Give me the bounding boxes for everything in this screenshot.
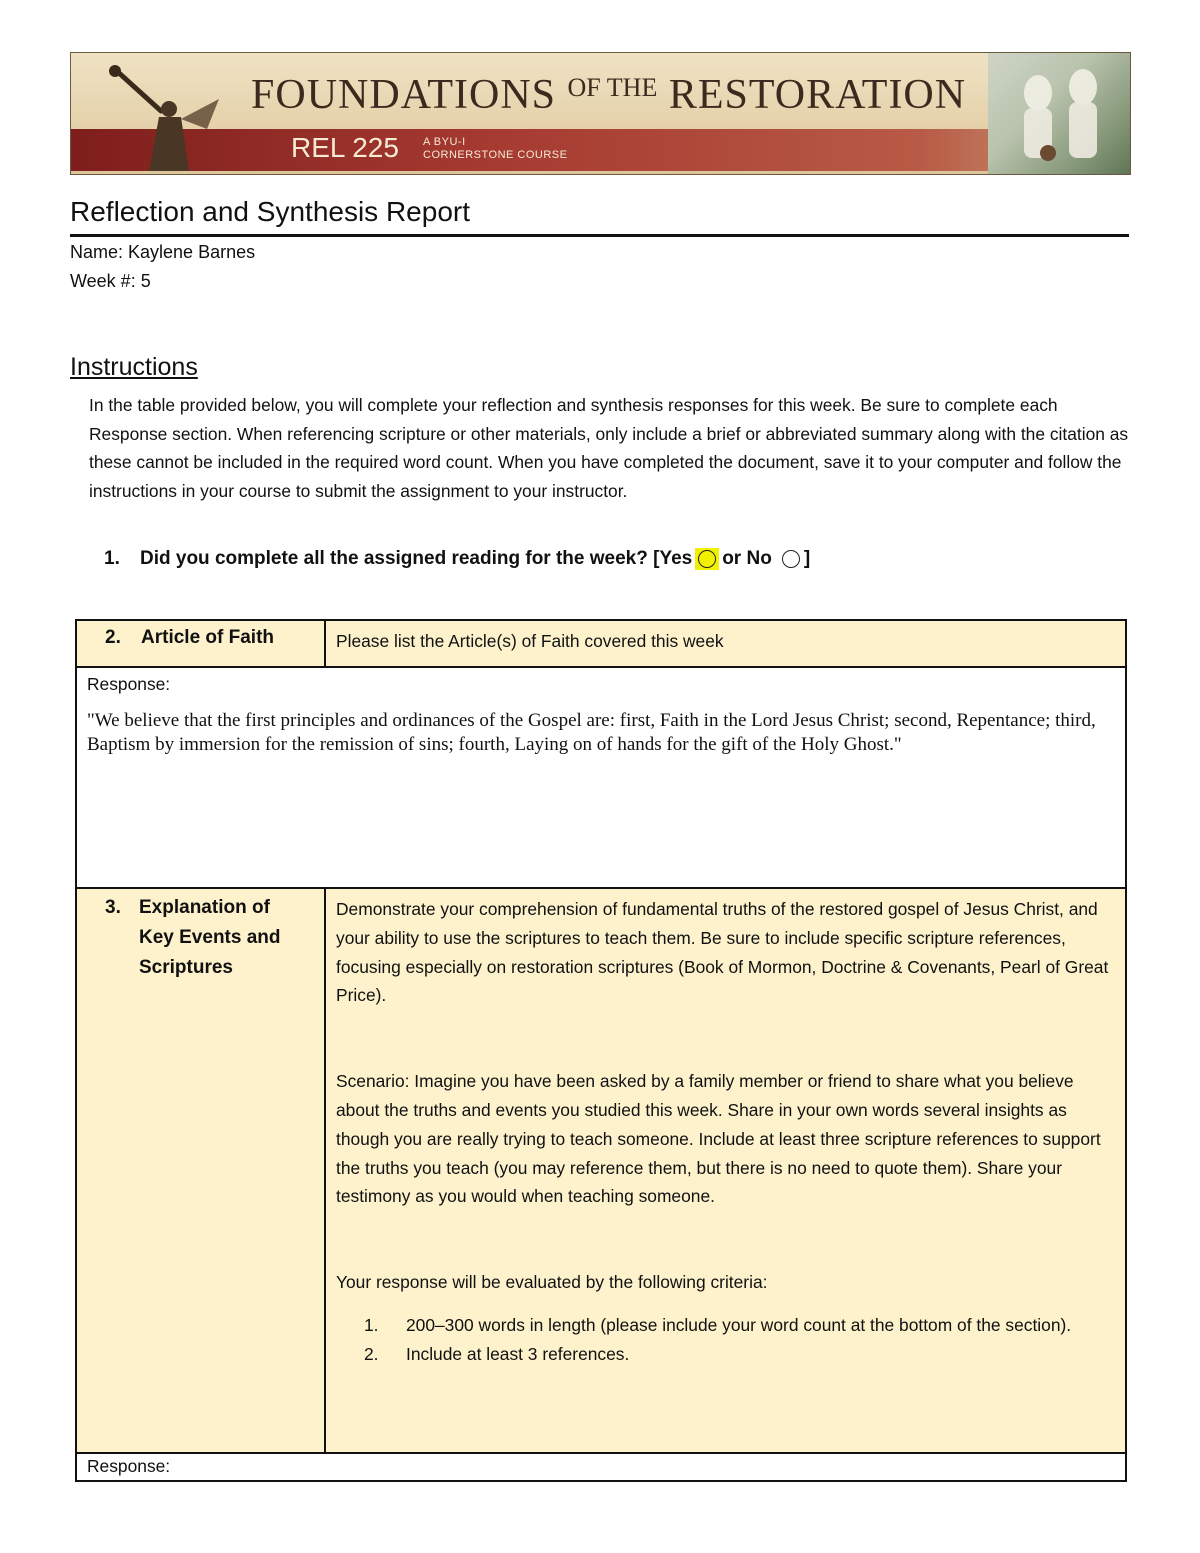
criteria-item [336, 1311, 1115, 1340]
banner-title [251, 71, 966, 119]
angel-moroni-icon [89, 59, 239, 171]
banner-right-illustration [988, 53, 1130, 174]
course-banner [70, 52, 1131, 175]
week-number: Week #: 5 [70, 271, 151, 291]
article-response-text: "We believe that the first principles and ordinances of the Gospel are: first, Faith in the Lord Jesus Christ; second, Repentance; third, Baptism by immersion for the remission of sins; fourth, Laying on of hands for the gift of the Holy Ghost." [87, 710, 1096, 755]
question-number: 1. [104, 548, 120, 569]
explanation-prompt-intro: Demonstrate your comprehension of fundamental truths of the restored gospel of Jesus Christ, and your ability to use the scriptures to teach them. Be sure to include specific scripture references, focusing especially on restoration scriptures (Book of Mormon, Doctrine & Covenants, Pearl of Great Price). [336, 899, 1109, 1006]
banner-title-restoration: RESTORATION [668, 72, 967, 118]
banner-course-code: REL 225 [291, 132, 399, 163]
explanation-scenario: Scenario: Imagine you have been asked by a family member or friend to share what you believe about the truths and events you studied this week. Share in your own words several insights as though you are really trying to teach someone. Include at least three scripture references to support the truths you teach (you may reference them, but there is no need to quote them). Share your testimony as you would when teaching someone. [336, 1071, 1101, 1207]
article-number: 2. [105, 627, 121, 648]
criteria-item-number: 1. [364, 1314, 379, 1335]
banner-course-subtitle [423, 136, 567, 162]
student-name: Name: Kaylene Barnes [70, 242, 256, 262]
criteria-item [336, 1340, 1115, 1369]
question-text: Did you complete all the assigned reading for the week? [Yes [140, 548, 693, 569]
heavenly-figures-icon [988, 53, 1130, 174]
explanation-response-cell[interactable] [76, 1453, 1126, 1481]
question-or-no: or No [722, 548, 772, 569]
criteria-item-number: 2. [364, 1343, 379, 1364]
criteria-item-text: Include at least 3 references. [406, 1343, 630, 1364]
banner-sub-line2: CORNERSTONE COURSE [423, 149, 568, 161]
explanation-header-cell [76, 888, 325, 1453]
reading-question [104, 548, 810, 570]
explanation-criteria-intro: Your response will be evaluated by the following criteria: [336, 1272, 768, 1293]
explanation-number: 3. [105, 897, 121, 918]
yes-highlight [695, 548, 719, 570]
banner-sub-line1: A BYU-I [423, 136, 466, 148]
explanation-label-line1: Explanation of [139, 897, 270, 918]
article-label: Article of Faith [141, 627, 275, 648]
no-radio[interactable] [782, 550, 800, 568]
article-prompt: Please list the Article(s) of Faith covered this week [325, 620, 1126, 667]
report-table [75, 619, 1127, 1482]
banner-title-foundations: FOUNDATIONS [251, 72, 557, 118]
article-header-cell [76, 620, 325, 667]
explanation-label-line2: Key Events and [139, 927, 281, 948]
title-divider [70, 234, 1129, 237]
instructions-text: In the table provided below, you will complete your reflection and synthesis responses for this week. Be sure to complete each Response section. When referencing scripture or other materials, only include a brief or abbreviated summary along with the citation as these cannot be included in the required word count. When you have completed the document, save it to your computer and follow the instructions in your course to submit the assignment to your instructor. [89, 395, 1129, 501]
instructions-heading: Instructions [70, 353, 198, 381]
document-title: Reflection and Synthesis Report [70, 196, 470, 227]
criteria-list [336, 1311, 1115, 1369]
banner-title-of-the: OF THE [567, 73, 658, 102]
article-response-cell[interactable] [76, 667, 1126, 888]
criteria-item-text: 200–300 words in length (please include your word count at the bottom of the section). [406, 1314, 1072, 1335]
question-close-bracket: ] [803, 548, 811, 569]
article-response-label: Response: [87, 674, 171, 694]
explanation-label [139, 893, 281, 983]
yes-radio[interactable] [698, 550, 716, 568]
explanation-response-label: Response: [87, 1456, 171, 1476]
explanation-label-line3: Scriptures [139, 957, 233, 978]
explanation-prompt-cell [325, 888, 1126, 1453]
